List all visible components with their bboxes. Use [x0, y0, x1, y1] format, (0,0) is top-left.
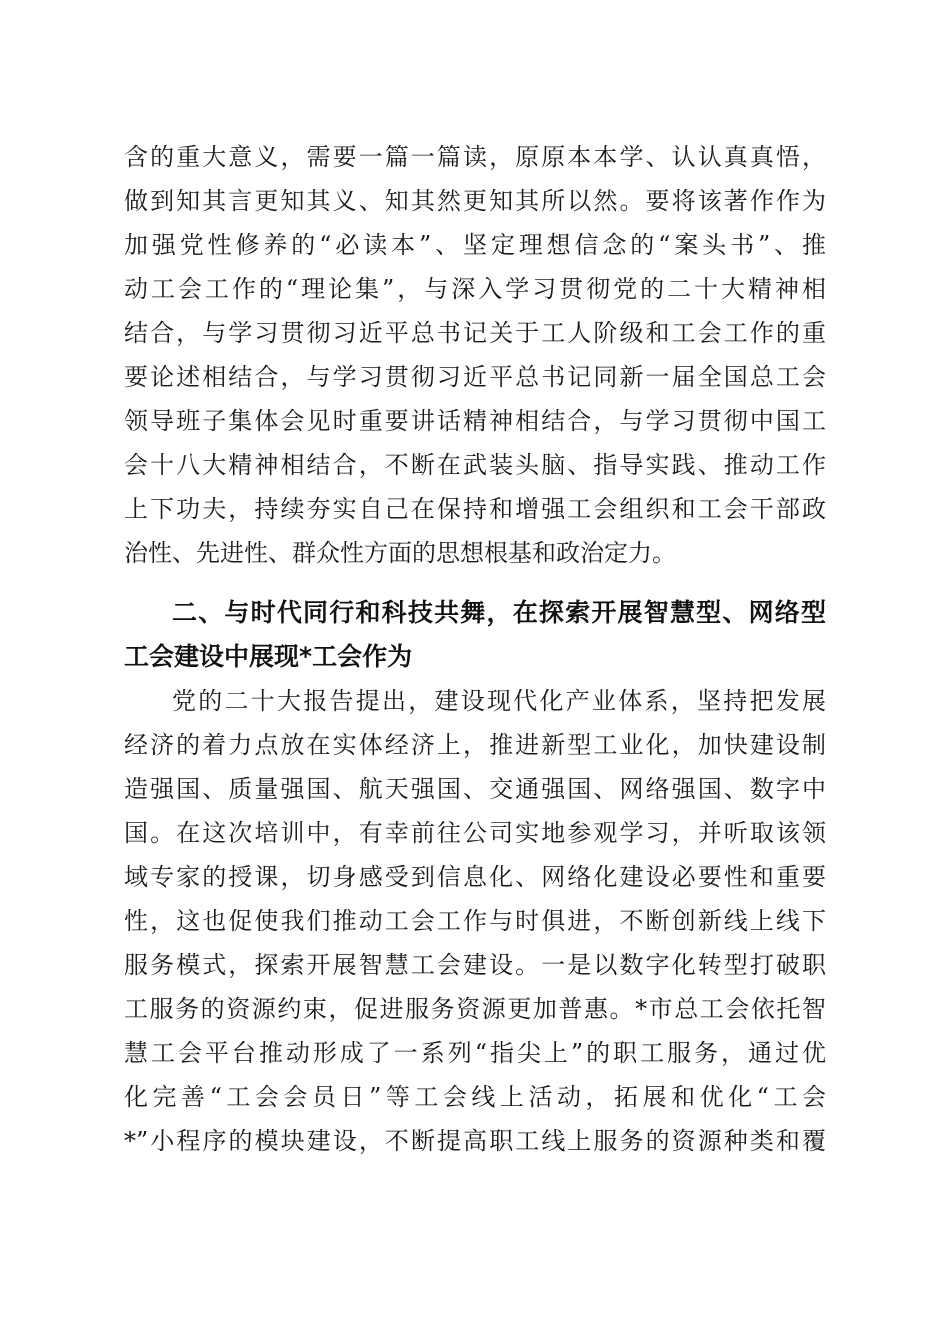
- paragraph-line: 领导班子集体会见时重要讲话精神相结合，与学习贯彻中国工: [124, 407, 826, 435]
- paragraph-line: 加强党性修养的“必读本”、坚定理想信念的“案头书”、推: [124, 231, 826, 259]
- heading-line: 二、与时代同行和科技共舞，在探索开展智慧型、网络型: [172, 598, 826, 627]
- paragraph-line: 化完善“工会会员日”等工会线上活动，拓展和优化“工会: [124, 1083, 826, 1111]
- paragraph-line: 治性、先进性、群众性方面的思想根基和政治定力。: [124, 539, 676, 567]
- paragraph-line: 工服务的资源约束，促进服务资源更加普惠。*市总工会依托智: [124, 995, 826, 1023]
- paragraph-line: 上下功夫，持续夯实自己在保持和增强工会组织和工会干部政: [124, 495, 826, 523]
- paragraph-line: 性，这也促使我们推动工会工作与时俱进，不断创新线上线下: [124, 907, 826, 935]
- paragraph-line: 党的二十大报告提出，建设现代化产业体系，坚持把发展: [172, 687, 826, 715]
- paragraph-line: 含的重大意义，需要一篇一篇读，原原本本学、认认真真悟，: [124, 143, 826, 171]
- paragraph-party-study: [124, 135, 826, 575]
- paragraph-line: 服务模式，探索开展智慧工会建设。一是以数字化转型打破职: [124, 951, 826, 979]
- paragraph-line: 做到知其言更知其义、知其然更知其所以然。要将该著作作为: [124, 187, 826, 215]
- paragraph-line: 经济的着力点放在实体经济上，推进新型工业化，加快建设制: [124, 731, 826, 759]
- section-heading-two: [124, 591, 826, 679]
- paragraph-line: 国。在这次培训中，有幸前往公司实地参观学习，并听取该领: [124, 819, 826, 847]
- paragraph-line: 域专家的授课，切身感受到信息化、网络化建设必要性和重要: [124, 863, 826, 891]
- paragraph-line: 结合，与学习贯彻习近平总书记关于工人阶级和工会工作的重: [124, 319, 826, 347]
- paragraph-line: 要论述相结合，与学习贯彻习近平总书记同新一届全国总工会: [124, 363, 826, 391]
- paragraph-line: *”小程序的模块建设，不断提高职工线上服务的资源种类和覆: [124, 1127, 826, 1155]
- heading-line: 工会建设中展现*工会作为: [124, 642, 413, 671]
- paragraph-line: 动工会工作的“理论集”，与深入学习贯彻党的二十大精神相: [124, 275, 826, 303]
- paragraph-line: 造强国、质量强国、航天强国、交通强国、网络强国、数字中: [124, 775, 826, 803]
- paragraph-smart-union: [124, 679, 826, 1163]
- paragraph-line: 会十八大精神相结合，不断在武装头脑、指导实践、推动工作: [124, 451, 826, 479]
- paragraph-line: 慧工会平台推动形成了一系列“指尖上”的职工服务，通过优: [124, 1039, 826, 1067]
